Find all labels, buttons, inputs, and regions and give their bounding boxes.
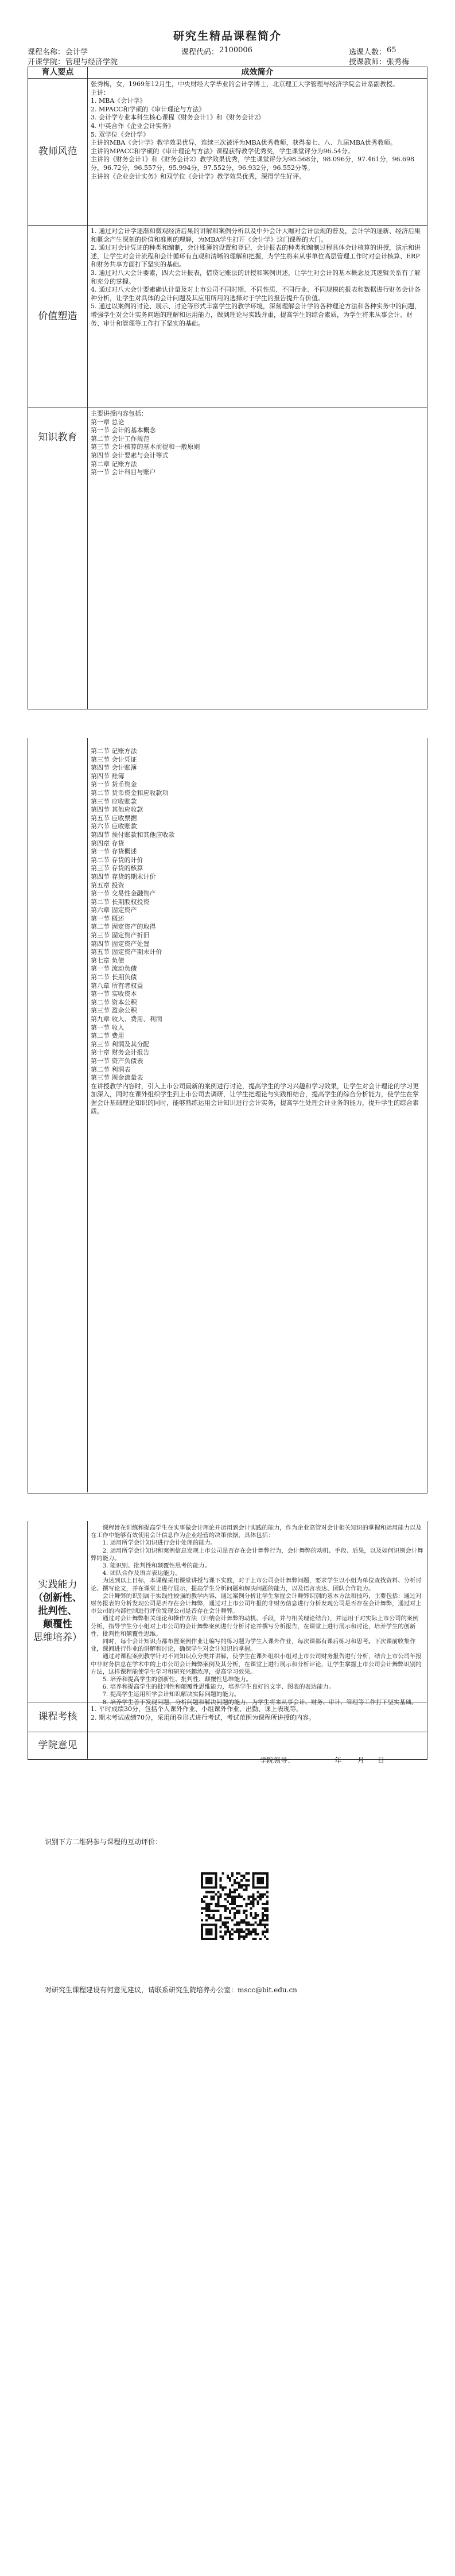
text-line: 第二节 存货的计价 bbox=[91, 856, 143, 864]
text-line: 第四节 其他应收款 bbox=[91, 806, 143, 814]
qr-instruction: 识别下方二维码参与课程的互动评价： bbox=[45, 1838, 162, 1846]
text-line: 3. 通过对八大会计要素，四大会计报表，借贷记账法的讲授和案例讲述，让学生对会计的基本概念及其逻辑关系有了解和充分的掌握。 bbox=[91, 269, 421, 285]
assessment-label: 课程考核 bbox=[28, 1702, 88, 1732]
text-line: 第六节 应收账款 bbox=[91, 823, 137, 831]
course-code-value: 2100006 bbox=[219, 46, 252, 55]
assessment-row bbox=[28, 1702, 427, 1732]
sign-day: 日 bbox=[378, 1756, 385, 1764]
text-line: 主讲： bbox=[91, 88, 110, 96]
text-line: 5. 双学位《会计学》 bbox=[91, 130, 149, 138]
text-line: 第一节 会计的基本概念 bbox=[91, 426, 156, 434]
text-line: 第三节 存货的核算 bbox=[91, 864, 143, 872]
text-line: 第一节 交易性金融资产 bbox=[91, 890, 156, 898]
contact-text: 对研究生课程建设有何意见建议，请联系研究生院培养办公室：mscc@bit.edu.cn bbox=[45, 1986, 297, 1994]
text-line: 第一节 资产负债表 bbox=[91, 1057, 143, 1065]
text-line: 5. 通过以案例的讨论、展示、讨论等形式丰富学生的教学环境，深刻理解会计学的各种理论方法和各种实务中的问题，增强学生对会计实务问题的理解和运用能力，做到理论与实践并重，提高学生的综合素质，为学生将来从事会计、财务、审计和管理等工作打下坚实的基础。 bbox=[91, 302, 421, 327]
text-line: 第四节 存货的期末计价 bbox=[91, 872, 156, 880]
text-line: 第八章 所有者权益 bbox=[91, 981, 143, 990]
knowledge-label: 知识教育 bbox=[28, 408, 88, 709]
text-line: 5. 培养和提高学生的创新性、批判性、颠覆性思维能力。 bbox=[102, 1676, 252, 1683]
value-shaping-row bbox=[28, 226, 427, 408]
text-line: 第六章 固定资产 bbox=[91, 906, 137, 914]
text-line: 第四节 会计账簿 bbox=[91, 764, 137, 772]
course-meta-row-1 bbox=[28, 46, 427, 55]
text-line: 第五节 应收票据 bbox=[91, 814, 137, 822]
teacher-value: 张秀梅 bbox=[387, 58, 410, 67]
table-header-row bbox=[28, 67, 427, 79]
text-line: 8. 培养学生善于发现问题，分析问题和解决问题的能力，为学生将来从事会计、财务、审计、管理等工作打下坚实基础。 bbox=[102, 1698, 418, 1706]
text-line: 通过对课程案例教学针对不同知识点分类并讲解，使学生在课外组织小组对上市公司财务报告进行分析，结合上市公司年报中非财务信息在学术中的上市公司会计舞弊案例及其分析，在课堂上进行展示和分析评论，让学生掌握上市公司会计舞弊识别的方法，这样课程能使学生学习和研究兴趣浓厚，提高学习效果。 bbox=[91, 1653, 422, 1675]
knowledge-cont-row bbox=[28, 738, 427, 1492]
text-line: 3. 能识别、批判性和颠覆性思考的能力。 bbox=[102, 1562, 211, 1570]
text-line: 第二节 利润表 bbox=[91, 1065, 131, 1073]
text-line: 主讲的《企业会计实务》和双学位《会计学》教学效果优秀，深得学生好评。 bbox=[91, 172, 305, 180]
enrollment-value: 65 bbox=[387, 46, 396, 55]
text-line: 第四章 存货 bbox=[91, 839, 125, 847]
text-line: 在讲授教学内容时，引入上市公司最新的案例进行讨论，提高学生的学习兴趣和学习效果，让学生对会计理论的学习更加深入，同时在课外组织学生到上市公司去调研，让学生把理论与实践相结合，提高学生的综合分析能力，使学生在掌握会计基础理论知识的同时，能够熟练运用会计知识进行会计实务，提高学生处理会计业务的能力，提升学生的综合素质。 bbox=[91, 1082, 419, 1115]
text-line: 主讲的MPACC和学硕的《审计理论与方法》课程获得教学优秀奖，学生课堂评分为96.54分。 bbox=[91, 147, 354, 155]
text-line: 同时，每个会计知识点都布置案例作业让编写的练习题为学生入课外作业，每次课都有课后练习和思考。下次课前收集作业，课间进行作业的讲解和讨论，确保学生对会计知识的掌握。 bbox=[91, 1638, 416, 1653]
practice-table bbox=[28, 1521, 427, 1764]
text-line: 第二节 记账方法 bbox=[91, 747, 137, 755]
text-line: 第一节 货币资金 bbox=[91, 781, 137, 789]
text-line: 第三节 会计凭证 bbox=[91, 755, 137, 763]
text-line: 课程旨在训练和提高学生在实事做会计理论并运用到会计实践的能力，作为企业高管对会计相关知识的掌握和运用能力以及在工作中能够有效使用会计信息作为企业经营的决策依据，具体包括： bbox=[91, 1524, 422, 1539]
course-meta-row-2 bbox=[28, 56, 427, 65]
text-line: 4. 团队合作及语言表达能力。 bbox=[102, 1570, 181, 1577]
text-line: 4. 通过对八大会计要素确认计量及对上市公司不同时期、不同性质、不同行业、不同规模的报表和数据进行财务会计各种分析，让学生对具体的会计问题及其应用所用的选择对于学生的报告提升有价值。 bbox=[91, 286, 421, 302]
header-col-points: 育人要点 bbox=[28, 67, 88, 78]
teacher-style-row bbox=[28, 79, 427, 226]
text-line: 第二节 会计工作规范 bbox=[91, 434, 150, 443]
text-line: 第二节 长期股权投资 bbox=[91, 898, 150, 906]
text-line: 第四节 账簿 bbox=[91, 772, 125, 780]
text-line: 第三节 会计核算的基本前提和一般原则 bbox=[91, 443, 200, 451]
assessment-content bbox=[88, 1702, 427, 1732]
sign-year: 年 bbox=[335, 1756, 342, 1764]
text-line: 会计舞弊的识别属于实践性较强的教学内容，通过案例分析让学生掌握会计舞弊识别的基本方法和技巧，主要包括：通过对财务报表的分析发现公司是否存在会计舞弊，通过对上市公司年报的非财务信息进行分析发现公司是否存在会计舞弊，通过对上市公司的内部控制进行评价发现公司是否存在会计舞弊。 bbox=[91, 1592, 422, 1615]
text-line: 第一节 实收资本 bbox=[91, 990, 137, 998]
text-line: 第五节 固定资产期末计价 bbox=[91, 948, 162, 956]
text-line: 第二章 记账方法 bbox=[91, 460, 137, 468]
practice-label bbox=[28, 1521, 88, 1702]
practice-label-line: 实践能力 bbox=[38, 1579, 77, 1591]
text-line: 第一节 流动负债 bbox=[91, 965, 137, 973]
page-title: 研究生精品课程简介 bbox=[173, 30, 282, 42]
text-line: 第五章 投资 bbox=[91, 881, 125, 889]
text-line: 4. 中英合作《企业会计实务》 bbox=[91, 122, 174, 130]
text-line: 第三节 应收账款 bbox=[91, 797, 137, 805]
knowledge-cont-content bbox=[88, 738, 427, 1492]
qr-code-icon[interactable] bbox=[201, 1872, 269, 1940]
practice-label-line: 思维培养） bbox=[33, 1631, 82, 1643]
text-line: 主讲的《财务会计1》和《财务会计2》教学效果优秀，学生课堂评分为98.568分，98.096分，97.461分，96.698分，96.72分，96.557分，95.994分，97.552分，96.932分，96.552分等。 bbox=[91, 156, 414, 172]
text-line: 第三节 现金流量表 bbox=[91, 1074, 143, 1082]
text-line: 通过对会计舞弊相关理论和操作方法（归纳会计舞弊的动机、手段，并与相关理论结合），并运用于对实际上市公司的案例分析，指导学生分小组对上市公司的会计舞弊案例进行分析讨论并撰写分析报告，在课堂上进行展示和讨论，培养学生的创新性、批判性和颠覆性思维。 bbox=[91, 1615, 419, 1638]
text-line: 第二节 货币资金和应收款项 bbox=[91, 789, 169, 797]
text-line: 第一节 存货概述 bbox=[91, 848, 137, 856]
text-line: 第十章 财务会计报告 bbox=[91, 1049, 150, 1057]
text-line: 第三节 利润及其分配 bbox=[91, 1040, 150, 1048]
teacher-style-label: 教师风范 bbox=[28, 79, 88, 225]
text-line: 第三节 盈余公积 bbox=[91, 1007, 137, 1015]
course-name-label: 课程名称： bbox=[28, 48, 65, 57]
text-line: 3. 会计学专业本科生核心课程《财务会计1》和《财务会计2》 bbox=[91, 114, 265, 122]
value-shaping-label: 价值塑造 bbox=[28, 226, 88, 408]
practice-label-line: （创新性、 bbox=[33, 1592, 82, 1604]
text-line: 2. 通过对会计凭证的种类和编制，会计账簿的设置和登记，会计报表的种类和编制过程具体会计核算的讲授，演示和讲述，让学生对会计流程和会计循环有直观和清晰的理解和把握，为学生将来从事单位高层管理工作时对会计核算、ERP 和财务共享方面打下坚实的基础。 bbox=[91, 244, 421, 269]
header-col-summary: 成效简介 bbox=[241, 68, 274, 77]
text-line: 1. 通过对会计学逐渐和微观经济后果的讲解和案例分析以及中外会计大咖对会计法规的普及，会计学的逐新、经济后果和概念产生深刻的价值和准则的理解，为MBA学生打开《会计学》这门课程的大门。 bbox=[91, 227, 421, 243]
text-line: 第四节 会计要素与会计等式 bbox=[91, 451, 169, 459]
text-line: 2. 期末考试成绩70分，采用闭卷形式进行考试，考试范围为课程所讲授的内容。 bbox=[91, 1713, 315, 1721]
text-line: 第一章 总论 bbox=[91, 418, 125, 426]
intro-table bbox=[28, 67, 427, 709]
text-line: 第四节 固定资产处置 bbox=[91, 940, 150, 948]
text-line: 第二节 资本公积 bbox=[91, 998, 137, 1006]
college-opinion-row bbox=[28, 1732, 427, 1764]
knowledge-cont-label bbox=[28, 738, 88, 1492]
practice-label-line: 颠覆性 bbox=[43, 1618, 72, 1630]
text-line: 1. 运用所学会计知识进行会计处理的能力。 bbox=[102, 1539, 217, 1547]
enrollment-label: 选课人数： bbox=[349, 48, 387, 57]
sign-label: 学院领导： bbox=[260, 1756, 295, 1764]
knowledge-continued bbox=[28, 738, 427, 1493]
sign-month: 月 bbox=[357, 1756, 365, 1764]
text-line: 2. 运用所学会计知识和案例信息发现上市公司是否存在会计舞弊行为，会计舞弊的动机、手段、后果，以及如何识别会计舞弊的能力。 bbox=[91, 1547, 423, 1562]
text-line: 主要讲授内容包括： bbox=[91, 410, 147, 417]
value-shaping-content bbox=[88, 226, 427, 408]
text-line: 1. 平时成绩30分，包括个人课外作业、小组课外作业、出勤、课上表现等。 bbox=[91, 1705, 302, 1713]
text-line: 第一节 概述 bbox=[91, 914, 125, 922]
text-line: 1. MBA《会计学》 bbox=[91, 97, 146, 105]
text-line: 主讲的MBA《会计学》教学效果优异，连续三次被评为MBA优秀教师，获得秦七、八、九届MBA优秀教师。 bbox=[91, 139, 396, 147]
course-code-label: 课程代码： bbox=[181, 48, 219, 57]
text-line: 第四节 预付账款和其他应收款 bbox=[91, 831, 175, 839]
text-line: 第二节 长期负债 bbox=[91, 973, 137, 981]
text-line: 6. 培养和提高学生的批判性和颠覆性思维能力，培养学生良好的文字、图表的表达能力。 bbox=[102, 1683, 335, 1691]
text-line: 为达到以上目标，本课程采用课堂讲授与课下实践，对于上市公司会计舞弊问题，要求学生以小组为单位查找资料、分析讨论、撰写论文，并在课堂上进行展示，提高学生分析问题和解决问题的能力，以及语言表达、团队合作能力。 bbox=[91, 1577, 422, 1592]
text-line: 第九章 收入、费用、利润 bbox=[91, 1015, 162, 1023]
text-line: 第二节 固定资产的取得 bbox=[91, 923, 156, 931]
text-line: 第一节 收入 bbox=[91, 1023, 125, 1031]
teacher-style-content bbox=[88, 79, 427, 225]
knowledge-row bbox=[28, 408, 427, 709]
course-name-value: 会计学 bbox=[65, 48, 88, 57]
teacher-label: 授课教师： bbox=[349, 58, 387, 67]
college-label: 开课学院： bbox=[28, 58, 65, 67]
text-line: 张秀梅，女，1969年12月生，中央财经大学毕业的会计学博士，北京理工大学管理与经济学院会计系副教授。 bbox=[91, 80, 399, 88]
practice-label-line: 批判性、 bbox=[38, 1605, 77, 1617]
text-line: 2. MPACC和学硕的《审计理论与方法》 bbox=[91, 105, 205, 113]
college-opinion-label: 学院意见 bbox=[28, 1732, 88, 1759]
college-value: 管理与经济学院 bbox=[65, 58, 118, 67]
practice-row bbox=[28, 1521, 427, 1706]
text-line: 7. 提高学生运用所学会计知识解决实际问题的能力。 bbox=[102, 1691, 240, 1698]
text-line: 第七章 负债 bbox=[91, 956, 125, 964]
knowledge-content bbox=[88, 408, 427, 709]
text-line: 第一节 会计科目与账户 bbox=[91, 468, 156, 476]
practice-content bbox=[88, 1521, 427, 1706]
text-line: 第二节 费用 bbox=[91, 1032, 125, 1040]
text-line: 第三节 固定资产折旧 bbox=[91, 932, 150, 940]
